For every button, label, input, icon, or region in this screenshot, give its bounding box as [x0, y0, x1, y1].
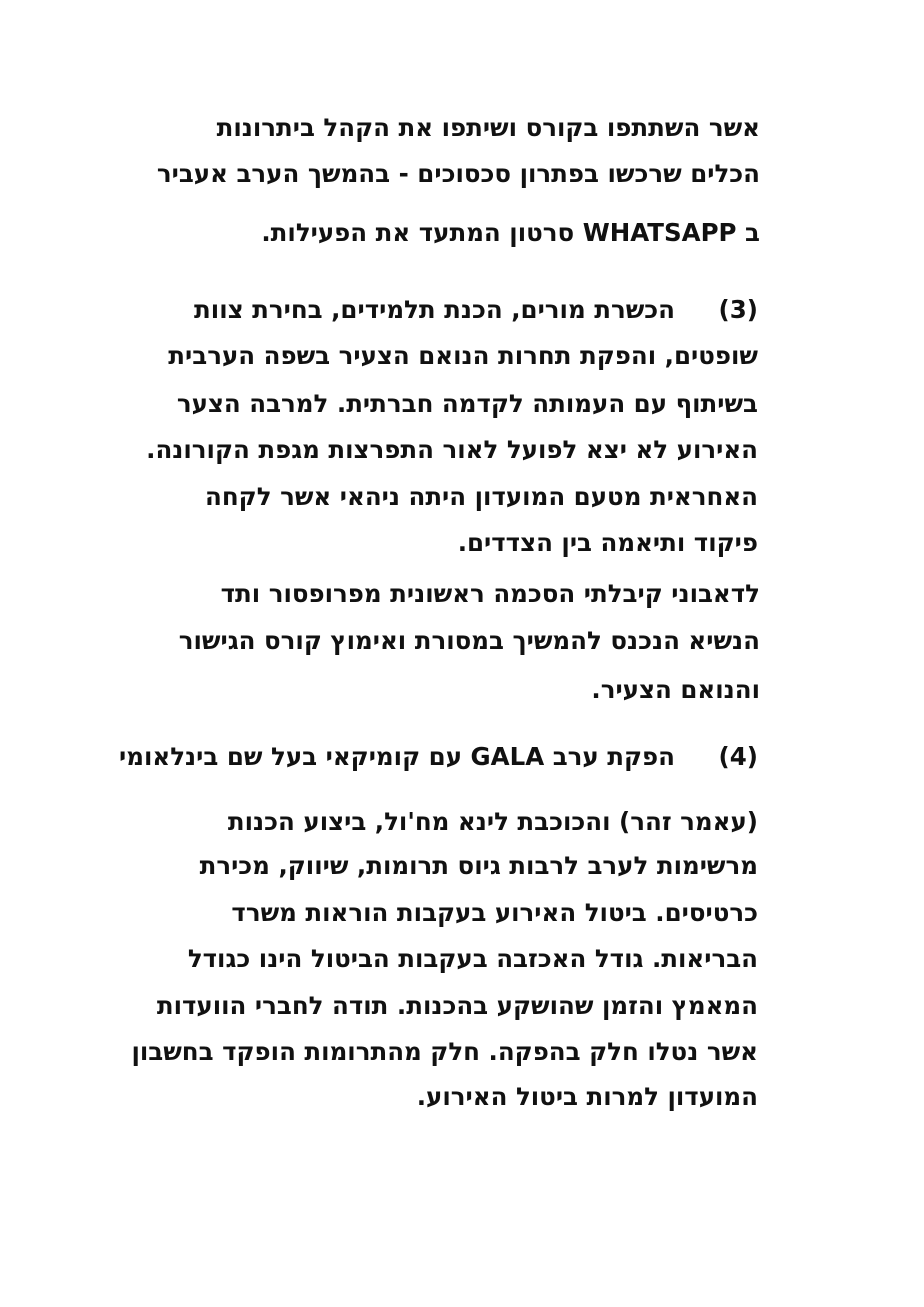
intro-line-1: אשר השתתפו בקורס ושיתפו את הקהל ביתרונות [216, 113, 760, 142]
item-4-line: מרשימות לערב לרבות גיוס תרומות, שיווק, מכירת [199, 851, 758, 880]
item-4-line: הבריאות. גודל האכזבה בעקבות הביטול הינו כגודל [187, 944, 758, 973]
intro-line-3: ב WHATSAPP סרטון המתעד את הפעילות. [261, 218, 760, 247]
item-4-line: (עאמר זהר) והכוכבת לינא מח'ול, ביצוע הכנות [227, 807, 758, 836]
paragraph-2-line: והנואם הצעיר. [591, 675, 760, 704]
item-4-line: כרטיסים. ביטול האירוע בעקבות הוראות משרד [231, 898, 758, 927]
item-3-line: בשיתוף עם העמותה לקדמה חברתית. למרבה הצער [176, 389, 758, 418]
item-3-first-line: הכשרת מורים, הכנת תלמידים, בחירת צוות [194, 295, 675, 324]
item-3-line: האחראית מטעם המועדון היתה ניהאי אשר לקחה [205, 482, 758, 511]
item-4-first-line: הפקת ערב GALA עם קומיקאי בעל שם בינלאומי [119, 742, 675, 771]
item-4-line: אשר נטלו חלק בהפקה. חלק מהתרומות הופקד בחשבון [131, 1037, 758, 1066]
paragraph-2-line: הנשיא הנכנס להמשיך במסורת ואימוץ קורס הגישור [178, 626, 760, 655]
intro-line-2: הכלים שרכשו בפתרון סכסוכים - בהמשך הערב אעביר [156, 159, 760, 188]
item-3-line: שופטים, והפקת תחרות הנואם הצעיר בשפה הערבית [168, 341, 758, 370]
item-3-line: פיקוד ותיאמה בין הצדדים. [457, 528, 758, 557]
item-3-line: האירוע לא יצא לפועל לאור התפרצות מגפת הקורונה. [146, 435, 758, 464]
paragraph-2-line: לדאבוני קיבלתי הסכמה ראשונית מפרופסור ותד [220, 579, 760, 608]
item-4-line: המועדון למרות ביטול האירוע. [416, 1082, 758, 1111]
item-3-number: (3) [718, 295, 758, 324]
item-4-number: (4) [718, 742, 758, 771]
item-4-line: המאמץ והזמן שהושקע בהכנות. תודה לחברי הוועדות [156, 991, 758, 1020]
